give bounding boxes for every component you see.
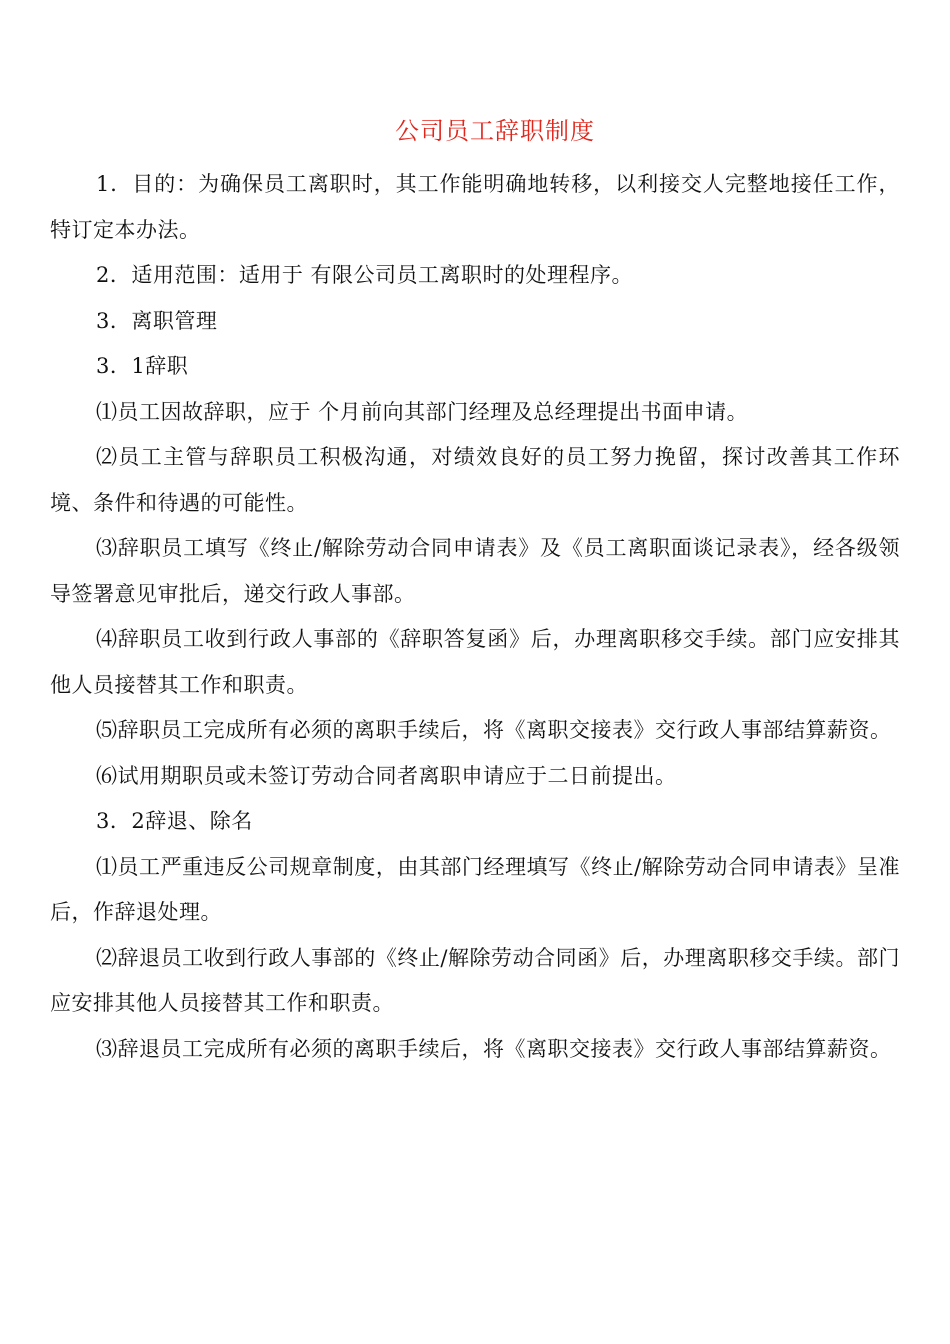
section-heading-resignation-management: 3．离职管理 xyxy=(96,308,218,333)
paragraph-scope: 2．适用范围：适用于 有限公司员工离职时的处理程序。 xyxy=(96,263,634,287)
list-item: ⑹试用期职员或未签订劳动合同者离职申请应于二日前提出。 xyxy=(96,763,677,788)
list-item: ⑴员工严重违反公司规章制度，由其部门经理填写《终止/解除劳动合同申请表》呈准后，作辞退处理。 xyxy=(50,854,900,924)
document-body xyxy=(50,162,900,1072)
list-item: ⑸辞职员工完成所有必须的离职手续后，将《离职交接表》交行政人事部结算薪资。 xyxy=(96,718,892,742)
list-item: ⑵辞退员工收到行政人事部的《终止/解除劳动合同函》后，办理离职移交手续。部门应安排其他人员接替其工作和职责。 xyxy=(50,945,900,1015)
list-item: ⑷辞职员工收到行政人事部的《辞职答复函》后，办理离职移交手续。部门应安排其他人员接替其工作和职责。 xyxy=(50,627,900,697)
list-item: ⑵员工主管与辞职员工积极沟通，对绩效良好的员工努力挽留，探讨改善其工作环境、条件和待遇的可能性。 xyxy=(50,445,900,515)
list-item: ⑶辞职员工填写《终止/解除劳动合同申请表》及《员工离职面谈记录表》，经各级领导签署意见审批后，递交行政人事部。 xyxy=(50,536,900,606)
subsection-heading-dismissal: 3．2辞退、除名 xyxy=(96,809,253,833)
subsection-heading-resignation: 3．1辞职 xyxy=(96,354,189,378)
list-item: ⑶辞退员工完成所有必须的离职手续后，将《离职交接表》交行政人事部结算薪资。 xyxy=(96,1036,892,1061)
paragraph-purpose: 1．目的：为确保员工离职时，其工作能明确地转移，以利接交人完整地接任工作，特订定本办法。 xyxy=(50,172,900,242)
list-item: ⑴员工因故辞职，应于 个月前向其部门经理及总经理提出书面申请。 xyxy=(96,399,749,424)
document-title: 公司员工辞职制度 xyxy=(395,117,595,145)
